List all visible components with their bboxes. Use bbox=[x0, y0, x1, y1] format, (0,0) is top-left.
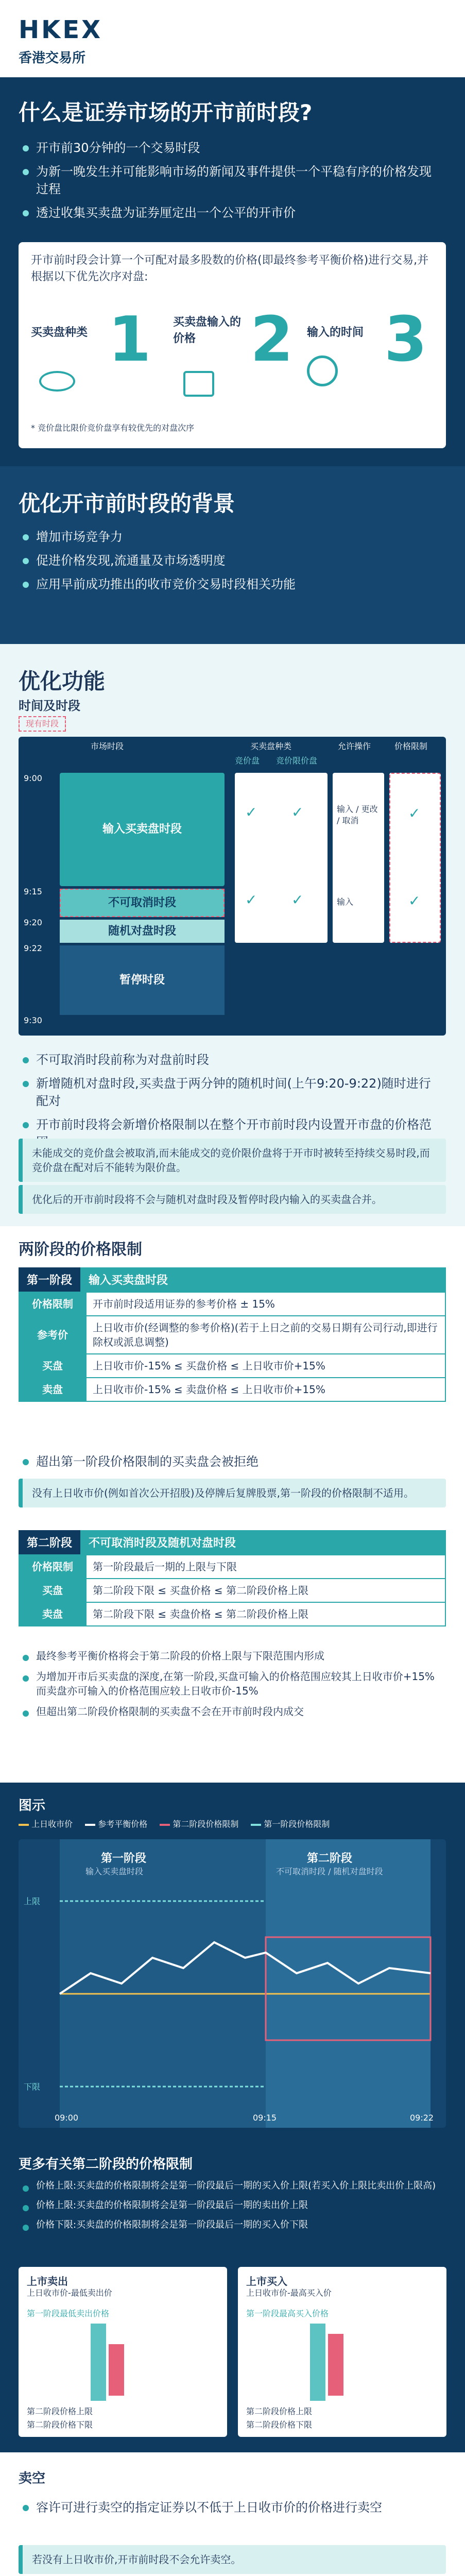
intro-section bbox=[0, 77, 465, 466]
col-header: 竞价限价盘 bbox=[276, 756, 318, 766]
panel-bottom: 第二阶段价格上限 bbox=[246, 2406, 313, 2416]
phase-name: 输入买卖盘时段 bbox=[102, 823, 182, 836]
more-phase2-bullets bbox=[21, 2179, 443, 2232]
intro-bullets bbox=[21, 139, 443, 222]
lower-label: 下限 bbox=[24, 2082, 41, 2092]
intro-box bbox=[19, 242, 446, 448]
illustration-section bbox=[0, 1783, 465, 2143]
more-phase2-bullet: 价格上限:买卖盘的价格限制将会是第一阶段最后一期的买入价上限(若买入价上限比卖出价上限高) bbox=[21, 2179, 443, 2193]
table-row: 参考价 上日收市价(经调整的参考价格)(若于上日之前的交易日期有公司行动,即进行除权或派息调整) bbox=[19, 1316, 445, 1354]
illustration-title: 图示 bbox=[19, 1798, 46, 1814]
phase1-bullet: 超出第一阶段价格限制的买卖盘会被拒绝 bbox=[21, 1453, 443, 1470]
phase2-bullets bbox=[21, 1649, 443, 1719]
phase2-table bbox=[19, 1554, 446, 1626]
buy-bar bbox=[328, 2334, 343, 2396]
panel-bottom2: 第二阶段价格下限 bbox=[246, 2420, 313, 2430]
time-label: 9:00 bbox=[24, 773, 42, 783]
time-tick: 09:22 bbox=[410, 2113, 434, 2123]
phase1-block bbox=[19, 1267, 446, 1402]
intro-title: 什么是证券市场的开市前时段? bbox=[19, 100, 313, 125]
features-subtitle: 时间及时段 bbox=[19, 699, 80, 713]
panel-title: 上市买入 bbox=[246, 2275, 287, 2287]
features-bullets bbox=[21, 1051, 443, 1151]
features-note-1: 未能成交的竞价盘会被取消,而未能成交的竞价限价盘将于开市时被转至持续交易时段,而竞价盘在配对后不能转为限价盘。 bbox=[19, 1139, 446, 1182]
phase2-bullet: 但超出第二阶段价格限制的买卖盘不会在开市前时段内成交 bbox=[21, 1704, 443, 1719]
stage2-limit-box bbox=[266, 1937, 430, 2040]
check-icon: ✓ bbox=[408, 892, 421, 909]
illustration-chart bbox=[19, 1839, 446, 2128]
step-3 bbox=[307, 304, 436, 407]
phase2-block bbox=[19, 1530, 446, 1626]
table-row: 价格限制 第一阶段最后一期的上限与下限 bbox=[19, 1555, 445, 1579]
features-bullet: 不可取消时段前称为对盘前时段 bbox=[21, 1051, 443, 1069]
intro-footnote: * 竞价盘比限价竞价盘享有较优先的对盘次序 bbox=[31, 423, 195, 433]
background-bullet: 应用早前成功推出的收市竞价交易时段相关功能 bbox=[21, 575, 443, 593]
time-label: 9:15 bbox=[24, 887, 42, 896]
phase-order-input bbox=[60, 773, 225, 886]
upper-label: 上限 bbox=[24, 1896, 41, 1906]
background-bullet: 促进价格发现,流通量及市场透明度 bbox=[21, 552, 443, 569]
phase-name: 随机对盘时段 bbox=[108, 924, 176, 938]
sell-bar bbox=[91, 2324, 106, 2401]
panel-top: 第一阶段最高买入价格 bbox=[246, 2309, 329, 2318]
phase2-label: 第二阶段 bbox=[19, 1530, 80, 1554]
features-title: 优化功能 bbox=[19, 669, 106, 694]
table-row: 卖盘 上日收市价-15% ≤ 卖盘价格 ≤ 上日收市价+15% bbox=[19, 1378, 445, 1401]
price-path-chart bbox=[19, 1839, 446, 2128]
panel-bottom2: 第二阶段价格下限 bbox=[27, 2420, 93, 2430]
hkex-logo-sub: 香港交易所 bbox=[19, 50, 86, 66]
phase2-bullet: 为增加开市后买卖盘的深度,在第一阶段,买盘可输入的价格范围应较其上日收市价+15%而卖盘亦可输入的价格范围应较上日收市价-15% bbox=[21, 1669, 443, 1698]
legend-item: 第一阶段价格限制 bbox=[251, 1819, 330, 1830]
table-row: 买盘 第二阶段下限 ≤ 买盘价格 ≤ 第二阶段价格上限 bbox=[19, 1579, 445, 1602]
phase-name: 暂停时段 bbox=[119, 973, 165, 987]
short-sell-bullet: 容许可进行卖空的指定证券以不低于上日收市价的价格进行卖空 bbox=[21, 2499, 443, 2516]
step-1 bbox=[31, 304, 160, 407]
phase1-table bbox=[19, 1292, 446, 1402]
limits-section bbox=[0, 1226, 465, 1783]
order-type-column bbox=[235, 773, 328, 943]
step-label: 买卖盘种类 bbox=[31, 326, 88, 339]
coins-icon bbox=[39, 371, 75, 392]
time-label: 市场时段 bbox=[91, 741, 124, 751]
iep-line bbox=[60, 1942, 430, 1994]
features-section bbox=[0, 644, 465, 1226]
table-row: 卖盘 第二阶段下限 ≤ 卖盘价格 ≤ 第二阶段价格上限 bbox=[19, 1602, 445, 1626]
time-label: 9:22 bbox=[24, 943, 42, 953]
stage1-sub: 输入买卖盘时段 bbox=[85, 1867, 144, 1876]
stage2-label: 第二阶段 bbox=[307, 1852, 353, 1865]
step-number: 1 bbox=[108, 304, 151, 376]
phase2-bullet: 最终参考平衡价格将会于第二阶段的价格上限与下限范围内形成 bbox=[21, 1649, 443, 1663]
actions-column bbox=[333, 773, 384, 943]
panel-sell bbox=[19, 2267, 227, 2437]
short-sell-section bbox=[0, 2452, 465, 2576]
legend-existing: 现有时段 bbox=[19, 716, 66, 732]
more-phase2-bullet: 价格下限:买卖盘的价格限制将会是第一阶段最后一期的买入价下限 bbox=[21, 2218, 443, 2232]
panel-buy bbox=[238, 2267, 446, 2437]
step-label: 输入的时间 bbox=[307, 326, 364, 339]
time-tick: 09:00 bbox=[55, 2113, 79, 2123]
header bbox=[0, 0, 465, 77]
background-bullet: 增加市场竞争力 bbox=[21, 528, 443, 546]
panel-sub: 上日收市价-最高买入价 bbox=[246, 2288, 332, 2298]
step-number: 2 bbox=[250, 304, 294, 376]
intro-bullet: 开市前30分钟的一个交易时段 bbox=[21, 139, 443, 157]
panel-bottom: 第二阶段价格上限 bbox=[27, 2406, 93, 2416]
actions-label: 输入 / 更改 / 取消 bbox=[337, 804, 378, 825]
more-phase2-bullet: 价格上限:买卖盘的价格限制将会是第一阶段最后一期的卖出价上限 bbox=[21, 2199, 443, 2212]
short-sell-note: 若没有上日收市价,开市前时段不会允许卖空。 bbox=[19, 2545, 446, 2574]
intro-bullet: 为新一晚发生并可能影响市场的新闻及事件提供一个平稳有序的价格发现过程 bbox=[21, 163, 443, 198]
col-header: 买卖盘种类 bbox=[250, 741, 292, 751]
timeline-diagram bbox=[19, 737, 446, 1036]
time-tick: 09:15 bbox=[253, 2113, 277, 2123]
stage2-sub: 不可取消时段 / 随机对盘时段 bbox=[276, 1867, 383, 1876]
phase1-name: 输入买卖盘时段 bbox=[80, 1267, 446, 1292]
check-icon: ✓ bbox=[291, 891, 304, 908]
buy-bar bbox=[310, 2324, 325, 2401]
check-icon: ✓ bbox=[291, 804, 304, 821]
phase2-name: 不可取消时段及随机对盘时段 bbox=[80, 1530, 446, 1554]
clock-icon bbox=[307, 355, 338, 386]
step-number: 3 bbox=[384, 304, 427, 376]
phase-no-cancel bbox=[60, 889, 225, 917]
intro-bullet: 透过收集买卖盘为证券厘定出一个公平的开市价 bbox=[21, 204, 443, 222]
intro-box-text: 开市前时段会计算一个可配对最多股数的价格(即最终参考平衡价格)进行交易,并根据以下优先次序对盘: bbox=[31, 254, 429, 283]
legend-item: 第二阶段价格限制 bbox=[160, 1819, 238, 1830]
background-section bbox=[0, 466, 465, 644]
short-sell-title: 卖空 bbox=[19, 2471, 46, 2486]
phase-blocking bbox=[60, 945, 225, 1015]
price-tag-icon bbox=[183, 371, 214, 397]
background-bullets bbox=[21, 528, 443, 593]
features-note-2: 优化后的开市前时段将不会与随机对盘时段及暂停时段内输入的买卖盘合并。 bbox=[19, 1185, 446, 1214]
col-header: 允许操作 bbox=[338, 741, 371, 751]
col-header: 竞价盘 bbox=[235, 756, 260, 766]
check-icon: ✓ bbox=[245, 891, 257, 908]
panel-top: 第一阶段最低卖出价格 bbox=[27, 2309, 110, 2318]
price-limit-column bbox=[389, 773, 441, 943]
actions-label: 输入 bbox=[337, 897, 354, 907]
step-label: 买卖盘输入的价格 bbox=[173, 316, 242, 345]
check-icon: ✓ bbox=[408, 805, 421, 822]
phase-random-match bbox=[60, 920, 225, 943]
sell-bar bbox=[109, 2344, 124, 2396]
limits-title: 两阶段的价格限制 bbox=[19, 1241, 142, 1259]
phase1-label: 第一阶段 bbox=[19, 1267, 80, 1292]
time-label: 9:30 bbox=[24, 1015, 42, 1025]
check-icon: ✓ bbox=[245, 804, 257, 821]
stage1-label: 第一阶段 bbox=[101, 1852, 147, 1865]
time-label: 9:20 bbox=[24, 918, 42, 927]
features-bullet: 开市前时段将会新增价格限制以在整个开市前时段内设置开市盘的价格范 bbox=[21, 1116, 443, 1151]
col-header: 价格限制 bbox=[394, 741, 428, 751]
legend-item: 参考平衡价格 bbox=[85, 1819, 147, 1830]
panel-title: 上市卖出 bbox=[27, 2275, 68, 2287]
legend-item: 上日收市价 bbox=[19, 1819, 73, 1830]
phase1-note: 没有上日收市价(例如首次公开招股)及停牌后复牌股票,第一阶段的价格限制不适用。 bbox=[19, 1479, 446, 1507]
illustration-legend bbox=[19, 1819, 330, 1830]
panel-sub: 上日收市价-最低卖出价 bbox=[27, 2288, 112, 2298]
table-row: 买盘 上日收市价-15% ≤ 买盘价格 ≤ 上日收市价+15% bbox=[19, 1354, 445, 1378]
features-bullet: 新增随机对盘时段,买卖盘于两分钟的随机时间(上午9:20-9:22)随时进行配对 bbox=[21, 1075, 443, 1110]
phase-name: 不可取消时段 bbox=[108, 896, 176, 909]
table-row: 价格限制 开市前时段适用证券的参考价格 ± 15% bbox=[19, 1292, 445, 1316]
hkex-logo[interactable]: HKEX bbox=[19, 15, 103, 44]
more-phase2-section bbox=[0, 2143, 465, 2452]
background-title: 优化开市前时段的背景 bbox=[19, 491, 235, 516]
more-phase2-title: 更多有关第二阶段的价格限制 bbox=[19, 2157, 193, 2172]
